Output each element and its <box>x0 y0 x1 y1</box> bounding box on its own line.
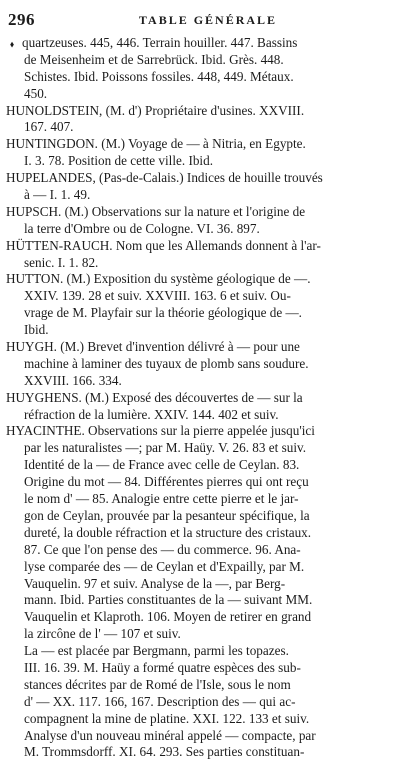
line-text: 87. Ce que l'on pense des — du commerce. 96. Ana- <box>24 541 301 557</box>
text-line <box>6 440 412 457</box>
text-line <box>6 356 412 373</box>
line-text: la terre d'Ombre ou de Cologne. VI. 36. 897. <box>24 220 260 236</box>
text-line <box>6 525 412 542</box>
text-line <box>6 491 412 508</box>
margin-marker: ⬧ <box>10 38 15 49</box>
line-text: Analyse d'un nouveau minéral appelé — compacte, par <box>24 727 316 743</box>
text-line <box>6 744 412 761</box>
text-line <box>6 559 412 576</box>
text-line <box>6 694 412 711</box>
line-text: M. Trommsdorff. XI. 64. 293. Ses parties constituan- <box>24 744 305 760</box>
running-title: TABLE GÉNÉRALE <box>138 13 278 27</box>
line-text: d' — XX. 117. 166, 167. Description des — qui ac- <box>24 693 296 709</box>
text-line <box>6 660 412 677</box>
text-line <box>6 255 412 272</box>
line-text: gon de Ceylan, prouvée par la pesanteur spécifique, la <box>24 507 310 523</box>
text-line <box>6 322 412 339</box>
line-text: vrage de M. Playfair sur la théorie géologique de —. <box>24 305 302 321</box>
line-text: par les naturalistes —; par M. Haüy. V. 26. 83 et suiv. <box>24 440 307 456</box>
line-text: XXIV. 139. 28 et suiv. XXVIII. 163. 6 et suiv. Ou- <box>24 288 291 304</box>
page-header <box>0 10 416 32</box>
text-line <box>6 86 412 103</box>
text-line <box>6 52 412 69</box>
text-line <box>6 35 412 52</box>
text-line <box>6 609 412 626</box>
text-line <box>6 643 412 660</box>
line-text: compagnent la mine de platine. XXI. 122. 133 et suiv. <box>24 710 310 726</box>
index-entries <box>6 35 412 761</box>
text-line <box>6 339 412 356</box>
text-line <box>6 474 412 491</box>
text-line <box>6 288 412 305</box>
line-text: HYACINTHE. Observations sur la pierre appelée jusqu'ici <box>6 423 315 439</box>
line-text: mann. Ibid. Parties constituantes de la — suivant MM. <box>24 592 313 608</box>
line-text: stances décrites par de Romé de l'Isle, sous le nom <box>24 676 291 692</box>
line-text: Origine du mot — 84. Différentes pierres qui ont reçu <box>24 474 309 490</box>
page-number: 296 <box>8 10 35 29</box>
text-line <box>6 187 412 204</box>
line-text: I. 3. 78. Position de cette ville. Ibid. <box>24 153 213 169</box>
text-line <box>6 271 412 288</box>
line-text: HUTTON. (M.) Exposition du système géologique de —. <box>6 271 311 287</box>
line-text: 167. 407. <box>24 119 74 135</box>
text-line <box>6 221 412 238</box>
text-line <box>6 711 412 728</box>
line-text: Vauquelin. 97 et suiv. Analyse de la —, par Berg- <box>24 575 286 591</box>
text-line <box>6 542 412 559</box>
line-text: Vauquelin et Klaproth. 106. Moyen de retirer en grand <box>24 609 312 625</box>
line-text: HUYGH. (M.) Brevet d'invention délivré à — pour une <box>6 339 300 355</box>
line-text: réfraction de la lumière. XXIV. 144. 402 et suiv. <box>24 406 279 422</box>
text-line <box>6 508 412 525</box>
line-text: HUPSCH. (M.) Observations sur la nature et l'origine de <box>6 203 306 219</box>
line-text: machine à laminer des tuyaux de plomb sans soudure. <box>24 355 309 371</box>
text-line <box>6 170 412 187</box>
line-text: le nom d' — 85. Analogie entre cette pierre et le jar- <box>24 491 299 507</box>
text-line <box>6 677 412 694</box>
text-line <box>6 423 412 440</box>
line-text: 450. <box>24 85 48 101</box>
line-text: HUYGHENS. (M.) Exposé des découvertes de — sur la <box>6 389 303 405</box>
text-line <box>6 626 412 643</box>
line-text: La — est placée par Bergmann, parmi les topazes. <box>24 643 289 659</box>
text-line <box>6 305 412 322</box>
text-line <box>6 69 412 86</box>
text-line <box>6 204 412 221</box>
line-text: HUNOLDSTEIN, (M. d') Propriétaire d'usines. XXVIII. <box>6 102 305 118</box>
text-line <box>6 576 412 593</box>
line-text: quartzeuses. 445, 446. Terrain houiller. 447. Bassins <box>22 35 298 50</box>
text-line <box>6 153 412 170</box>
text-line <box>6 407 412 424</box>
text-line <box>6 103 412 120</box>
text-line <box>6 238 412 255</box>
text-line <box>6 728 412 745</box>
text-line <box>6 373 412 390</box>
line-text: la zircône de l' — 107 et suiv. <box>24 626 181 642</box>
text-line <box>6 119 412 136</box>
line-text: Ibid. <box>24 322 49 338</box>
line-text: HÜTTEN-RAUCH. Nom que les Allemands donnent à l'ar- <box>6 237 321 253</box>
line-text: dureté, la double réfraction et la structure des cristaux. <box>24 524 312 540</box>
text-line <box>6 390 412 407</box>
line-text: Schistes. Ibid. Poissons fossiles. 448, 449. Métaux. <box>24 68 294 84</box>
line-text: HUNTINGDON. (M.) Voyage de — à Nitria, en Egypte. <box>6 136 306 152</box>
line-text: XXVIII. 166. 334. <box>24 372 122 388</box>
line-text: HUPELANDES, (Pas-de-Calais.) Indices de houille trouvés <box>6 170 323 186</box>
text-line <box>6 136 412 153</box>
line-text: III. 16. 39. M. Haüy a formé quatre espèces des sub- <box>24 659 301 675</box>
line-text: de Meisenheim et de Sarrebrück. Ibid. Grès. 448. <box>24 51 284 67</box>
line-text: à — I. 1. 49. <box>24 187 91 203</box>
line-text: Identité de la — de France avec celle de Ceylan. 83. <box>24 457 300 473</box>
text-line <box>6 457 412 474</box>
text-line <box>6 592 412 609</box>
line-text: lyse comparée des — de Ceylan et d'Expailly, par M. <box>24 558 305 574</box>
line-text: senic. I. 1. 82. <box>24 254 99 270</box>
